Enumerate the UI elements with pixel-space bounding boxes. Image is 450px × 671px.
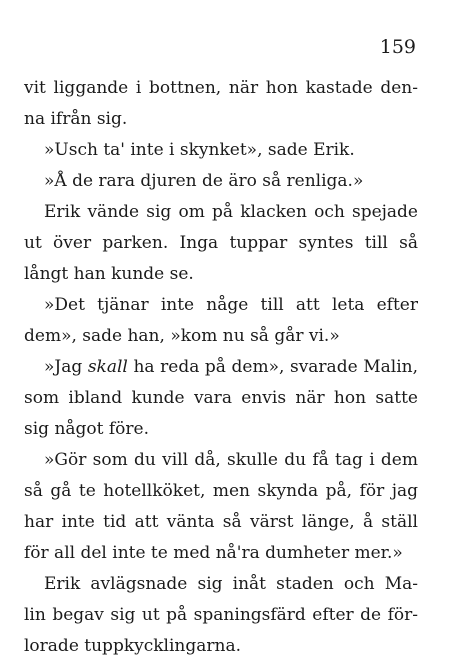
line-prefix: »Jag: [44, 357, 88, 377]
text-line: lorade tuppkycklingarna.: [24, 636, 242, 656]
text-line: »Usch ta' inte i skynket», sade Erik.: [44, 140, 355, 160]
body-text: [24, 73, 418, 662]
text-line: »Å de rara djuren de äro så renliga.»: [44, 171, 364, 191]
page-number: 159: [379, 36, 416, 58]
text-line: som ibland kunde vara envis när hon satte: [24, 388, 418, 408]
text-line: na ifrån sig.: [24, 109, 128, 129]
emphasized-word: skall: [87, 357, 128, 377]
text-line: dem», sade han, »kom nu så går vi.»: [24, 326, 340, 346]
text-line: »Det tjänar inte någe till att leta efter: [44, 295, 418, 315]
text-line: ut över parken. Inga tuppar syntes till så: [24, 233, 418, 253]
text-line: lin begav sig ut på spaningsfärd efter de för-: [24, 605, 418, 625]
text-line: sig något före.: [24, 419, 150, 439]
text-line: långt han kunde se.: [24, 264, 194, 284]
text-line: för all del inte te med nå'ra dumheter mer.»: [24, 543, 403, 563]
text-line: »Gör som du vill då, skulle du få tag i dem: [44, 450, 418, 470]
line-rest: ha reda på dem», svarade Malin,: [127, 357, 418, 377]
text-line: så gå te hotellköket, men skynda på, för jag: [24, 481, 418, 501]
text-line: vit liggande i bottnen, när hon kastade den-: [24, 78, 418, 98]
text-line: har inte tid att vänta så värst länge, å ställ: [24, 512, 418, 532]
text-line: [24, 352, 418, 383]
text-line: Erik vände sig om på klacken och spejade: [44, 202, 418, 222]
text-line: Erik avlägsnade sig inåt staden och Ma-: [44, 574, 418, 594]
